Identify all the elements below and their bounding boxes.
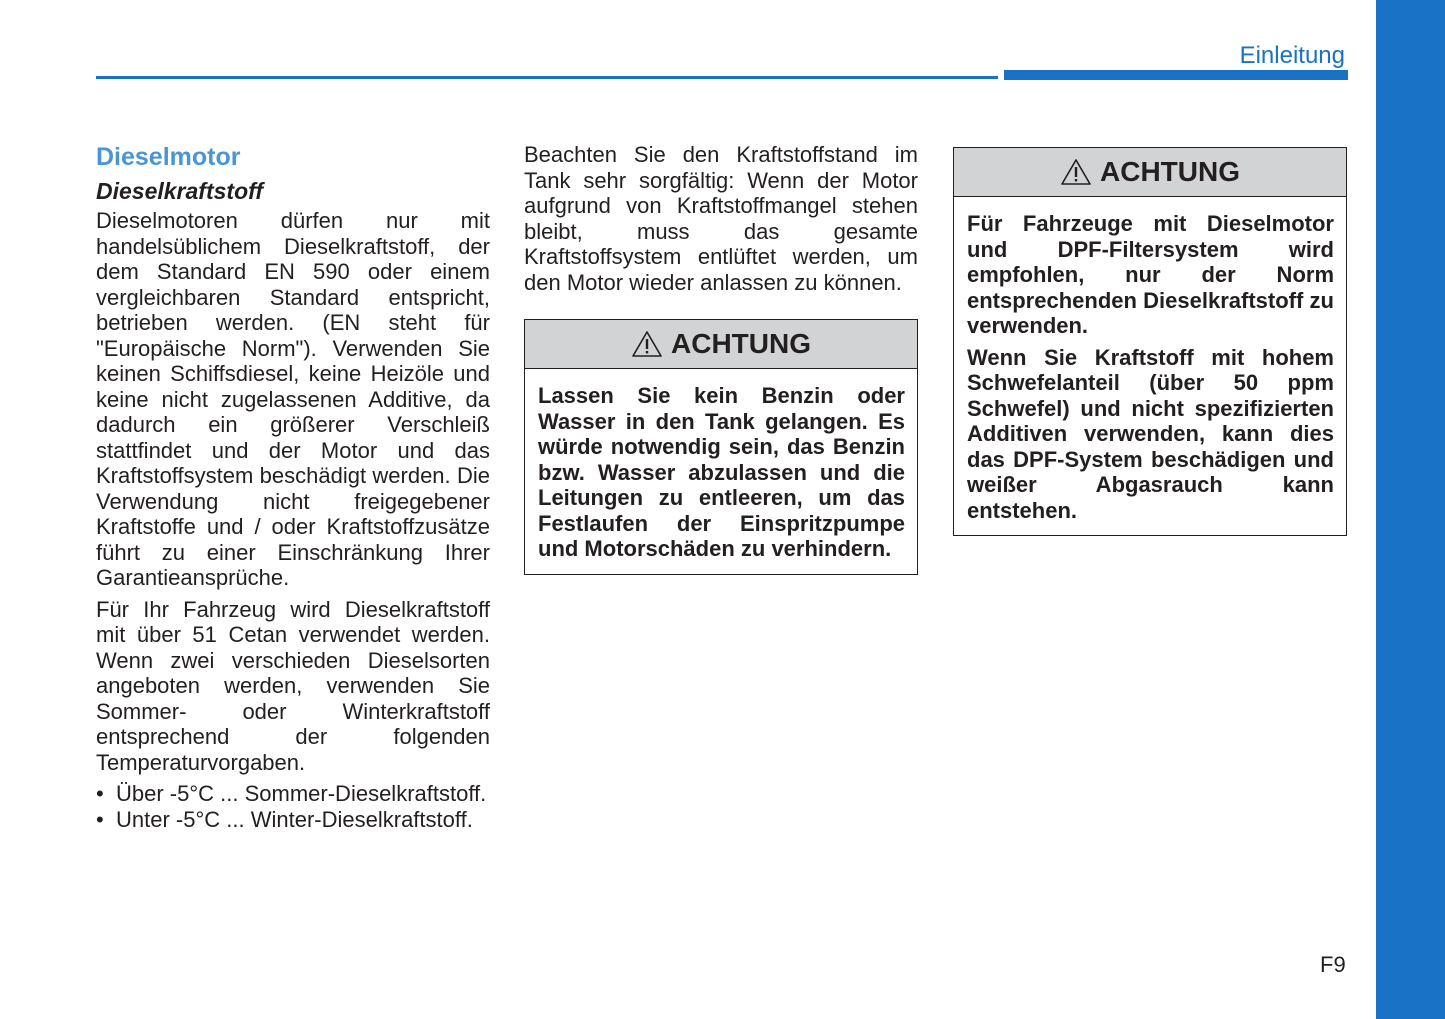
list-item: • Über -5°C ... Sommer-Dieselkraftstoff. — [96, 781, 487, 806]
column-left — [96, 142, 490, 832]
warning-box — [953, 147, 1347, 536]
warning-header — [954, 148, 1346, 197]
header-rule-accent — [1004, 70, 1348, 80]
warning-text: Lassen Sie kein Benzin oder Wasser in den Tank gelangen. Es würde notwendig sein, das Benzin bzw. Wasser abzulassen und die Leitungen zu entleeren, um das Festlaufen der Einspritzpumpe und Motorschäden zu verhindern. — [538, 383, 905, 561]
warning-text: Wenn Sie Kraftstoff mit hohem Schwefelanteil (über 50 ppm Schwefel) und nicht spezifizierten Additiven verwenden, kann dies das DPF-System beschädigen und weißer Abgasrauch kann entstehen. — [967, 344, 1334, 523]
warning-header — [525, 320, 917, 369]
list-item: • Unter -5°C ... Winter-Dieselkraftstoff. — [96, 806, 473, 832]
warning-body — [954, 197, 1346, 535]
section-label: Einleitung — [1239, 42, 1345, 69]
list-item-text: Unter -5°C ... Winter-Dieselkraftstoff. — [116, 806, 473, 832]
list-item-text: Über -5°C ... Sommer-Dieselkraftstoff. — [116, 781, 487, 806]
warning-body — [525, 369, 917, 574]
side-tab-bar — [1376, 0, 1445, 1019]
warning-title: ACHTUNG — [1100, 156, 1240, 187]
page-number: F9 — [1320, 952, 1346, 977]
warning-text: Für Fahrzeuge mit Dieselmotor und DPF-Filtersystem wird empfohlen, nur der Norm entsprechenden Dieselkraftstoff zu verwenden. — [967, 211, 1334, 338]
section-heading: Dieselmotor — [96, 143, 241, 171]
body-paragraph: Dieselmotoren dürfen nur mit handelsüblichem Dieselkraftstoff, der dem Standard EN 590 oder einem vergleichbaren Standard entspricht, betrieben werden. (EN steht für "Europäische Norm"). Verwenden Sie keinen Schiffsdiesel, keine Heizöle und keine nicht zugelassenen Additive, da dadurch ein größerer Verschleiß stattfindet und der Motor und das Kraftstoffsystem beschädigt werden. Die Verwendung nicht freigegebener Kraftstoffe und / oder Kraftstoffzusätze führt zu einer Einschränkung Ihrer Garantieansprüche. — [96, 208, 490, 590]
column-middle — [524, 142, 918, 575]
subsection-heading: Dieselkraftstoff — [96, 178, 264, 204]
warning-triangle-icon — [631, 330, 663, 358]
warning-title: ACHTUNG — [671, 328, 811, 359]
temperature-list — [96, 781, 490, 832]
warning-triangle-icon — [1060, 158, 1092, 186]
column-right — [953, 147, 1347, 536]
body-paragraph: Beachten Sie den Kraftstoffstand im Tank sehr sorgfältig: Wenn der Motor aufgrund von Kraftstoffmangel stehen bleibt, muss das gesamte Kraftstoffsystem entlüftet werden, um den Motor wieder anlassen zu können. — [524, 142, 918, 295]
warning-box — [524, 319, 918, 575]
body-paragraph: Für Ihr Fahrzeug wird Dieselkraftstoff mit über 51 Cetan verwendet werden. Wenn zwei verschieden Dieselsorten angeboten werden, verwenden Sie Sommer- oder Winterkraftstoff entsprechend der folgenden Temperaturvorgaben. — [96, 596, 490, 775]
header-rule — [96, 76, 998, 79]
